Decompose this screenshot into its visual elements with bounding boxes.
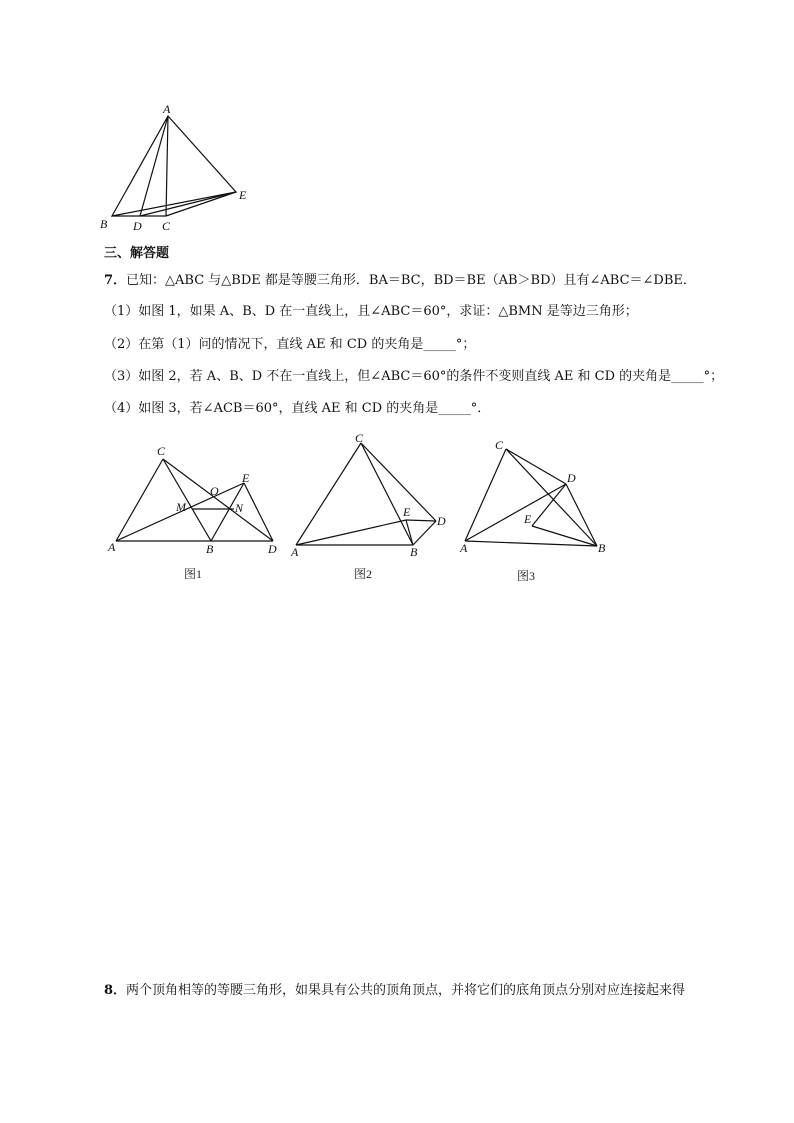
fig3-label-e: E (524, 512, 532, 526)
fig1-label-a: A (108, 540, 116, 554)
fig2-label-d: D (437, 514, 446, 528)
fig1-label-m: M (176, 500, 186, 514)
figure-top (0, 0, 794, 240)
fig2-label-b: B (410, 545, 418, 559)
fig1-caption: 图1 (184, 567, 203, 581)
segment-ac (166, 116, 168, 216)
segment-de (140, 192, 236, 216)
figure-3 (0, 430, 640, 590)
triangle-abe (112, 116, 236, 216)
fig3-label-d: D (567, 471, 576, 485)
fig3-segment-db (566, 484, 597, 546)
fig3-label-b: B (598, 541, 606, 555)
fig2-caption: 图2 (354, 567, 373, 581)
fig1-label-d: D (268, 542, 277, 556)
label-a: A (163, 102, 171, 116)
label-b: B (100, 217, 108, 231)
fig2-label-a: A (291, 545, 299, 559)
q7-part-4: （4）如图 3，若∠ACB＝60°，直线 AE 和 CD 的夹角是_____°． (104, 401, 491, 416)
fig3-segment-ed (532, 484, 566, 526)
q7-number: 7． (104, 273, 127, 288)
q8-number: 8． (104, 983, 127, 998)
fig3-caption: 图3 (517, 569, 536, 583)
fig1-label-o: O (210, 484, 219, 498)
q8-text: 两个顶角相等的等腰三角形，如果具有公共的顶角顶点，并将它们的底角顶点分别对应连接起来得 (126, 983, 686, 998)
q7-stem: 已知：△ABC 与△BDE 都是等腰三角形．BA＝BC，BD＝BE（AB＞BD）且有∠ABC＝∠DBE． (126, 273, 696, 288)
segment-ad (140, 116, 168, 216)
section-heading: 三、解答题 (104, 246, 170, 261)
label-d: D (133, 219, 142, 233)
q8-line (104, 982, 685, 1000)
q7-stem-line (104, 272, 696, 290)
fig1-label-e: E (242, 471, 250, 485)
fig3-label-a: A (460, 541, 468, 555)
fig3-label-c: C (495, 438, 504, 452)
fig3-segment-ab (465, 541, 597, 546)
q7-part-1: （1）如图 1，如果 A、B、D 在一直线上，且∠ABC＝60°，求证：△BMN 是等边三角形； (104, 304, 638, 319)
fig2-label-e: E (403, 505, 411, 519)
label-c: C (162, 219, 171, 233)
q7-part-2: （2）在第（1）问的情况下，直线 AE 和 CD 的夹角是_____°； (104, 337, 476, 352)
q7-part-3: （3）如图 2，若 A、B、D 不在一直线上，但∠ABC＝60°的条件不变则直线 AE 和 CD 的夹角是_____°； (104, 369, 724, 384)
fig1-label-b: B (206, 542, 214, 556)
fig3-segment-ad (465, 484, 566, 541)
label-e: E (239, 188, 247, 202)
fig3-segment-ac (465, 449, 506, 541)
fig2-label-c: C (355, 431, 364, 445)
fig1-label-n: N (235, 501, 244, 515)
fig1-label-c: C (157, 444, 166, 458)
fig3-segment-cd (506, 449, 566, 484)
